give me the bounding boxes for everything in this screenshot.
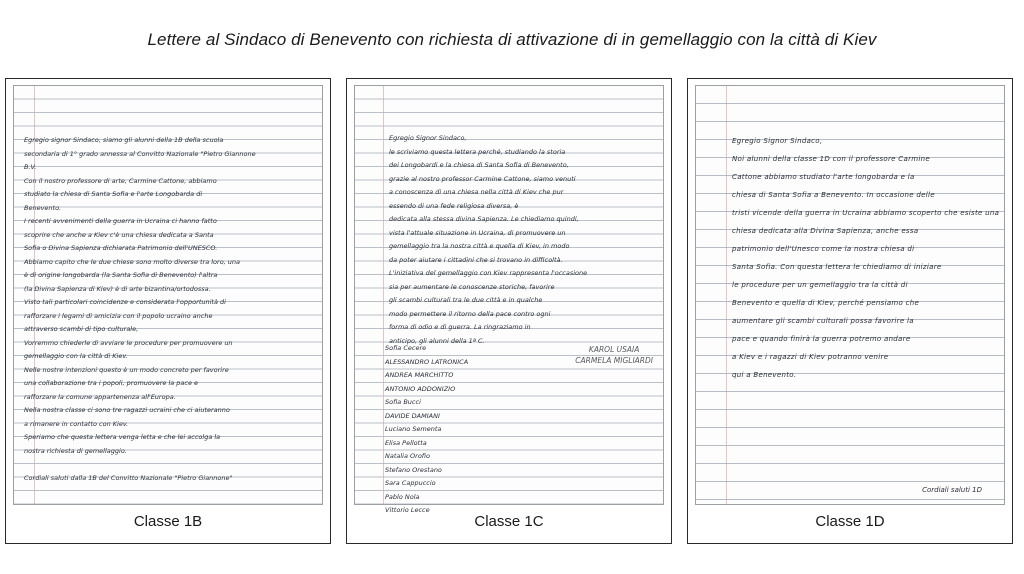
letter-line: Nella nostra classe ci sono tre ragazzi ucraini che ci aiuteranno [24,406,230,414]
letter-line: attraverso scambi di tipo culturale, [24,325,139,333]
letter-line: Vorremmo chiederle di avviare le procedure per promuovere un [24,338,233,347]
letter-line: aumentare gli scambi culturali possa favorire la [732,317,914,325]
signature: Sofia Bucci [385,398,421,406]
letter-line: Sofia o Divina Sapienza dichiarata Patrimonio dell'UNESCO. [24,244,218,252]
letter-line: scoprire che anche a Kiev c'è una chiesa dedicata a Santa [24,230,214,239]
signature: ANTONIO ADDONIZIO [385,384,456,393]
letter-line [24,458,316,472]
letter-line: patrimonio dell'Unesco come la nostra chiesa di [732,245,915,253]
signature: Vittorio Lecce [385,506,430,514]
letter-sheet-1c [354,85,664,514]
letter-line: chiesa dedicata alla Divina Sapienza, anche essa [732,227,919,235]
letter-line: B.V. [24,163,37,171]
letter-line: a rimanere in contatto con Kiev. [24,419,129,428]
page-title: Lettere al Sindaco di Benevento con richiesta di attivazione di in gemellaggio con la città di Kiev [147,30,877,49]
letter-panel-1b [5,78,331,544]
panel-caption-1b: Classe 1B [133,513,203,530]
letter-line: essendo di una fede religiosa diversa, è [389,201,519,210]
letter-line: una collaborazione tra i popoli, promuovere la pace e [24,379,199,387]
signature: Pablo Nola [385,492,420,501]
letter-line: Speriamo che questa lettera venga letta e che lei accolga la [24,433,221,441]
signature: KAROL USAIA [588,345,640,354]
letter-line: a Kiev e i ragazzi di Kiev potranno venire [732,353,889,361]
handwritten-letter-1d [696,86,1004,384]
letter-line: studiato la chiesa di Santa Sofia e l'arte Longobarda di [24,190,203,198]
letter-line: Cattone abbiamo studiato l'arte longobarda e la [732,173,915,181]
letter-line: Benevento e quella di Kiev, perché pensiamo che [732,299,920,307]
letter-line: L'iniziativa del gemellaggio con Kiev rappresenta l'occasione [389,269,588,277]
letter-line: Nelle nostre intenzioni questo è un modo concreto per favorire [24,365,229,374]
letter-line: Egregio Signor Sindaco, [389,134,467,142]
letter-line: gli scambi culturali tra le due città e in qualche [389,296,543,304]
signature: Natalia Orofio [385,452,430,460]
letter-line: modo permettere il ritorno della pace contro ogni [389,309,551,318]
letter-line: I recenti avvenimenti della guerra in Ucraina ci hanno fatto [24,217,217,225]
signature: ANDREA MARCHITTO [385,371,454,379]
letter-line: rafforzare i legami di amicizia con il popolo ucraino anche [24,311,213,320]
letter-line: pace e quando finirà la guerra potremo andare [732,335,911,343]
signature: Stefano Orestano [385,465,442,474]
letter-closing: Cordiali saluti dalla 1B del Convitto Nazionale "Pietro Giannone" [24,473,233,482]
signature: Sara Cappuccio [385,479,436,487]
letter-line: secondaria di 1° grado annessa al Convitto Nazionale "Pietro Giannone [24,149,256,158]
letter-line: forma di odio e di guerra. La ringraziamo in [389,323,531,331]
letter-line: Benevento. [24,203,62,212]
letter-panel-1d [687,78,1013,544]
letter-line: dei Longobardi e la chiesa di Santa Sofia di Benevento, [389,161,569,169]
letter-sheet-1b [13,85,323,505]
letter-line: rafforzare la comune appartenenza all'Europa. [24,392,176,401]
letter-closing: Cordiali saluti 1D [922,486,982,494]
letter-line: Abbiamo capito che le due chiese sono molto diverse tra loro, una [24,257,241,266]
signature: Luciano Sementa [385,425,442,433]
letter-line: gemellaggio tra la nostra città e quella di Kiev, in modo [389,242,570,250]
letter-sheet-1d [695,85,1005,505]
letter-line: da poter aiutare i cittadini che si trovano in difficoltà. [389,255,563,264]
handwritten-letter-1c [355,86,663,348]
letter-line: le procedure per un gemellaggio tra la città di [732,281,908,289]
letter-line: gemellaggio con la città di Kiev. [24,352,128,360]
letter-line: chiesa di Santa Sofia a Benevento. In occasione delle [732,191,935,199]
handwritten-letter-1b [14,86,322,485]
letter-line: Con il nostro professore di arte, Carmine Cattone, abbiamo [24,176,217,185]
letter-line: Visto tali particolari coincidenze e considerata l'opportunità di [24,298,226,306]
signature: Elisa Pellotta [385,438,427,447]
letter-panel-1c [346,78,672,544]
letter-line: le scriviamo questa lettera perché, studiando la storia [389,147,566,156]
letter-line: nostra richiesta di gemellaggio. [24,446,127,455]
letter-line: vista l'attuale situazione in Ucraina, di promuovere un [389,228,566,237]
letter-line: Egregio Signor Sindaco, [732,137,823,145]
letter-line: tristi vicende della guerra in Ucraina abbiamo scoperto che esiste una [732,209,1000,217]
letter-line: qui a Benevento. [732,371,797,379]
letter-line: Noi alunni della classe 1D con il professore Carmine [732,155,930,163]
letter-line: sia per aumentare le conoscenze storiche, favorire [389,282,555,291]
letter-line: a conoscenza di una chiesa nella città di Kiev che pur [389,188,564,196]
signature: CARMELA MIGLIARDI [575,356,653,365]
signature: DAVIDE DAMIANI [385,411,440,420]
letter-line: anticipo, gli alunni della 1ª C. [389,336,485,345]
panel-caption-1d: Classe 1D [815,513,885,530]
signature: ALESSANDRO LATRONICA [385,357,469,366]
panel-caption-1c: Classe 1C [474,513,544,530]
student-signatures-right [575,344,653,366]
student-signatures [385,342,665,518]
letter-line: dedicata alla stessa divina Sapienza. Le chiediamo quindi, [389,215,579,223]
letter-line: grazie al nostro professor Carmine Cattone, siamo venuti [389,174,576,183]
letter-line: (la Divina Sapienza di Kiev) è di arte bizantina/ortodossa. [24,284,211,293]
letter-line: è di origine longobarda (la Santa Sofia di Benevento) l'altra [24,271,218,279]
letter-line: Santa Sofia. Con questa lettera le chiediamo di iniziare [732,263,942,271]
letter-line: Egregio signor Sindaco, siamo gli alunni della 1B della scuola [24,136,224,144]
signature: Sofia Cecere [385,344,427,352]
